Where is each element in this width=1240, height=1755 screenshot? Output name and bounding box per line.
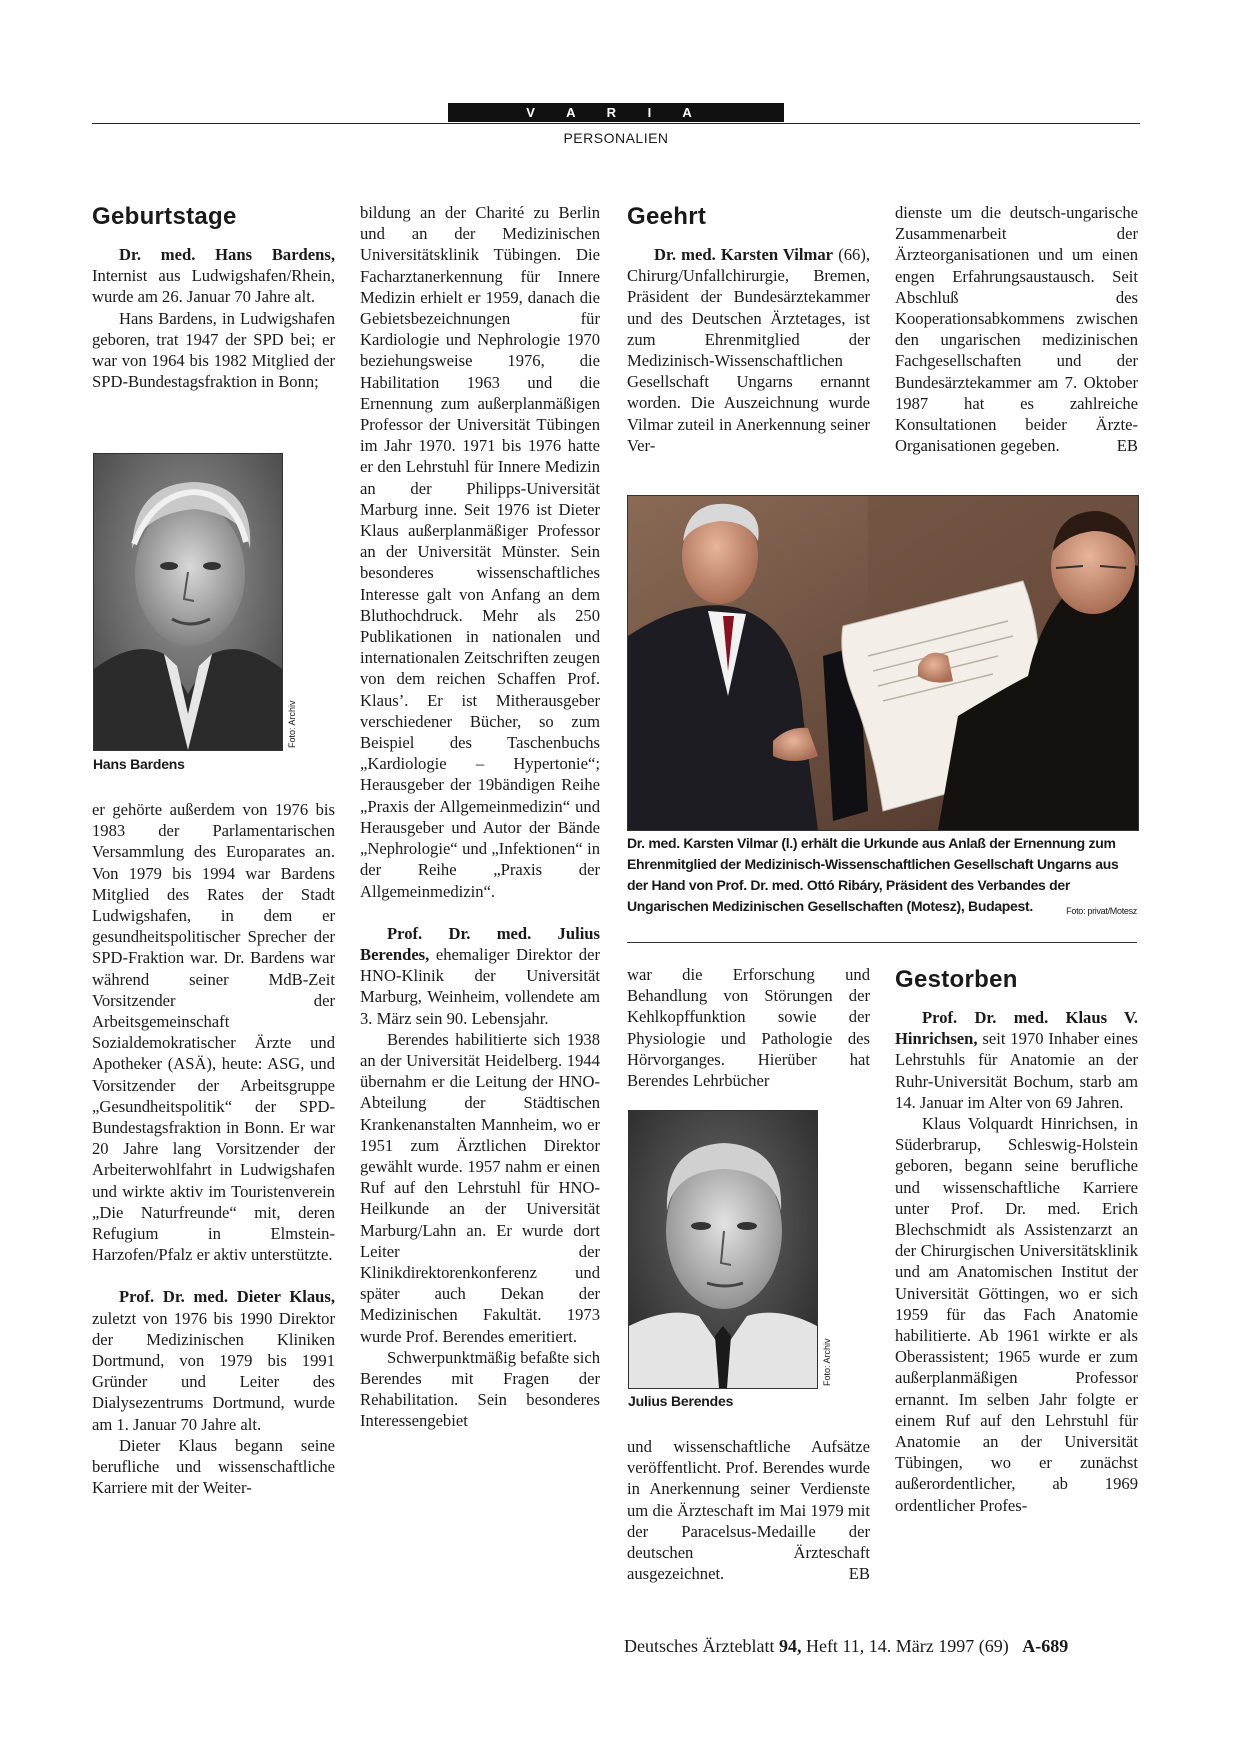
paragraph (627, 244, 870, 456)
column-4-bottom (895, 1007, 1138, 1516)
paragraph-text: ehemaliger Direktor der HNO-Klinik der Universität Marburg, Weinheim, vollendete am 3. März sein 90. Lebensjahr. (360, 944, 600, 1028)
paragraph: Klaus Volquardt Hinrichsen, in Süderbrarup, Schleswig-Holstein geboren, begann seine berufliche und wissenschaftliche Karriere unter Prof. Dr. med. Erich Blechschmidt als Assistenzarzt an der Chirurgischen Universitätsklinik und am Anatomischen Institut der Universität Göttingen, wo er sich 1959 für das Fach Anatomie habilitierte. Ab 1961 wirkte er als Oberassistent; 1965 wurde er zum außerplanmäßigen Professor ernannt. Im selben Jahr folgte er einem Ruf auf den Lehrstuhl für Anatomie an der Universität Tübingen, wo er zunächst außerordentlicher, ab 1969 ordentlicher Profes- (895, 1114, 1138, 1515)
portrait-image (94, 454, 282, 750)
paragraph: er gehörte außerdem von 1976 bis 1983 der Parlamentarischen Versammlung des Europarates an. Von 1979 bis 1994 war Bardens Mitglied des Rates der Stadt Ludwigshafen, in dem er gesundheitspolitischer Sprecher der SPD-Fraktion war. Dr. Bardens war während seiner MdB-Zeit Vorsitzender der Arbeitsgemeinschaft Sozialdemokratischer Ärzte und Apotheker (ASÄ), heute: ASG, und Vorsitzender der Arbeitsgruppe „Gesundheitspolitik“ der SPD-Bundestagsfraktion in Bonn. Er war 20 Jahre lang Vorsitzender der Arbeiterwohlfahrt in Ludwigshafen und wirkte aktiv im Touristenverein „Die Naturfreunde“ mit, deren Refugium in Elmstein-Harzofen/Pfalz er aktiv unterstützte. (92, 800, 335, 1265)
paragraph: Hans Bardens, in Ludwigshafen geboren, trat 1947 der SPD bei; er war von 1964 bis 1982 Mitglied der SPD-Bundestagsfraktion in Bonn; (92, 308, 335, 392)
photo-credit: Foto: privat/Motesz (1066, 906, 1137, 916)
section-label: V A R I A (448, 103, 784, 122)
column-3-end (627, 1436, 870, 1584)
paragraph-text: (66), Chirurg/Unfallchirurgie, Bremen, Präsident der Bundesärztekammer und des Deutschen Ärztetages, ist zum Ehrenmitglied der Medizinisch-Wissenschaftlichen Gesellschaft Ungarns ernannt worden. Die Auszeichnung wurde Vilmar zuteil in Anerkennung seiner Ver- (627, 245, 870, 455)
column-4-top (895, 202, 1138, 456)
ceremony-image (628, 496, 1138, 830)
paragraph-text: zuletzt von 1976 bis 1990 Direktor der Medizinischen Kliniken Dortmund, von 1979 bis 1991 Gründer und Leiter des Dialysezentrums Dortmund, wurde am 1. Januar 70 Jahre alt. (92, 1308, 335, 1434)
column-1-top (92, 244, 335, 392)
header-rule (92, 123, 1140, 124)
paragraph: war die Erforschung und Behandlung von Störungen der Kehlkopffunktion sowie der Physiologie und Pathologie des Hörvorganges. Hierüber hat Berendes Lehrbücher (627, 965, 870, 1091)
paragraph-text: Internist aus Ludwigshafen/Rhein, wurde am 26. Januar 70 Jahre alt. (92, 266, 335, 307)
photo-hans-bardens (93, 453, 283, 751)
person-name: Prof. Dr. med. Dieter Klaus, (119, 1287, 335, 1307)
column-2 (360, 202, 600, 1432)
paragraph-text: seit 1970 Inhaber eines Lehrstuhls für Anatomie an der Ruhr-Universität Bochum, starb am 14. Januar im Alter von 69 Jahren. (895, 1029, 1138, 1112)
author-sign: EB (848, 1564, 870, 1584)
heading-gestorben: Gestorben (895, 966, 1018, 993)
paragraph-text: und wissenschaftliche Aufsätze veröffentlicht. Prof. Berendes wurde in Anerkennung seiner Verdienste um die Ärzteschaft im Mai 1979 mit der Paracelsus-Medaille der deutschen Ärzteschaft ausgezeichnet. (627, 1437, 870, 1584)
photo-julius-berendes (628, 1110, 818, 1389)
journal-volume: 94, (778, 1636, 802, 1656)
photo-caption: Hans Bardens (93, 756, 185, 772)
photo-credit: Foto: Archiv (822, 1338, 832, 1386)
section-divider (627, 942, 1137, 943)
portrait-image (629, 1111, 817, 1388)
paragraph (360, 923, 600, 1029)
paragraph (92, 1286, 335, 1434)
paragraph (895, 1007, 1138, 1113)
person-name: Prof. Dr. med. Klaus V. Hinrichsen, (895, 1008, 1138, 1049)
author-sign: EB (1116, 436, 1138, 456)
photo-caption: Julius Berendes (628, 1393, 734, 1409)
paragraph: Schwerpunktmäßig befaßte sich Berendes mit Fragen der Rehabilitation. Sein besonderes Interessengebiet (360, 1347, 600, 1431)
person-name: Prof. Dr. med. Julius Berendes, (360, 923, 600, 964)
issue-info: Heft 11, 14. März 1997 (69) (805, 1636, 1009, 1656)
ceremony-caption (627, 833, 1137, 922)
person-name: Dr. med. Karsten Vilmar (654, 245, 834, 264)
paragraph (627, 1436, 870, 1584)
journal-name: Deutsches Ärzteblatt (624, 1636, 775, 1656)
page-footer (624, 1636, 1068, 1657)
caption-text: Dr. med. Karsten Vilmar (l.) erhält die Urkunde aus Anlaß der Ernennung zum Ehrenmitglied der Medizinisch-Wissenschaftlichen Gesellschaft Ungarns aus der Hand von Prof. Dr. med. Ottó Ribáry, Präsident des Verbandes der Ungarischen Medizinischen Gesellschaften (Motesz), Budapest. (627, 835, 1119, 914)
paragraph: Dieter Klaus begann seine berufliche und wissenschaftliche Karriere mit der Weiter- (92, 1435, 335, 1498)
heading-geburtstage: Geburtstage (92, 203, 237, 230)
photo-vilmar-ceremony (627, 495, 1139, 831)
paragraph (92, 244, 335, 308)
paragraph-text: dienste um die deutsch-ungarische Zusammenarbeit der Ärzteorganisationen und um einen engen Erfahrungsaustausch. Seit Abschluß des Kooperationsabkommens zwischen den ungarischen medizinischen Fachgesellschaften und der Bundesärztekammer am 7. Oktober 1987 hat es zahlreiche Konsultationen beider Ärzte-Organisationen gegeben. (895, 203, 1138, 456)
column-1-bottom (92, 799, 335, 1499)
person-name: Dr. med. Hans Bardens, (119, 245, 335, 264)
photo-credit: Foto: Archiv (287, 700, 297, 748)
column-3-top (627, 244, 870, 456)
page-number: A-689 (1022, 1636, 1069, 1656)
column-3-bottom (627, 964, 870, 1091)
paragraph (895, 202, 1138, 456)
paragraph: bildung an der Charité zu Berlin und an der Medizinischen Universitätsklinik Tübingen. Die Facharztanerkennung für Innere Medizin erhielt er 1959, danach die Gebietsbezeichnungen für Kardiologie und Nephrologie 1970 beziehungsweise 1976, die Habilitation 1963 und die Ernennung zum außerplanmäßigen Professor der Universität Tübingen im Jahr 1970. 1971 bis 1976 hatte er den Lehrstuhl für Innere Medizin an der Philipps-Universität Marburg inne. Seit 1976 ist Dieter Klaus außerplanmäßiger Professor an der Universität Münster. Sein besonderes wissenschaftliches Interesse galt von Anfang an dem Bluthochdruck. Mehr als 250 Publikationen in nationalen und internationalen Zeitschriften zeugen von dem reichen Schaffen Prof. Klaus’. Er ist Mitherausgeber verschiedener Bücher, so zum Beispiel des Taschenbuchs „Kardiologie – Hypertonie“; Herausgeber der 19bändigen Reihe „Praxis der Allgemeinmedizin“ und Herausgeber und Autor der Bände „Nephrologie“ und „Infektionen“ in der Reihe „Praxis der Allgemeinmedizin“. (360, 203, 600, 901)
paragraph: Berendes habilitierte sich 1938 an der Universität Heidelberg. 1944 übernahm er die Leitung der HNO-Abteilung der Städtischen Krankenanstalten Mannheim, wo er 1951 zum Ärztlichen Direktor gewählt wurde. 1957 nahm er einen Ruf auf den Lehrstuhl für HNO-Heilkunde an der Universität Marburg/Lahn an. Er wurde dort Leiter der Klinikdirektorenkonferenz und später auch Dekan der Medizinischen Fakultät. 1973 wurde Prof. Berendes emeritiert. (360, 1029, 600, 1346)
heading-geehrt: Geehrt (627, 203, 707, 230)
subsection-label: PERSONALIEN (563, 130, 669, 146)
